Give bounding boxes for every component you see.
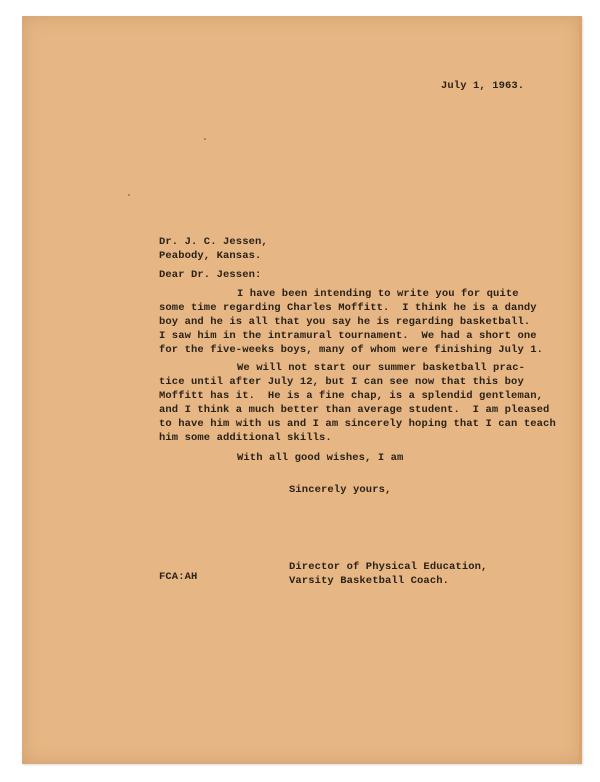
paper-speck <box>204 138 206 140</box>
paragraph-line: some time regarding Charles Moffitt. I think he is a dandy <box>159 302 537 314</box>
letter-date: July 1, 1963. <box>441 80 525 92</box>
paragraph-line: him some additional skills. <box>159 432 332 444</box>
paragraph-line: and I think a much better than average student. I am pleased <box>159 404 550 416</box>
recipient-location: Peabody, Kansas. <box>159 250 262 262</box>
typist-initials: FCA:AH <box>159 571 198 583</box>
paragraph-line: boy and he is all that you say he is regarding basketball. <box>159 316 531 328</box>
paragraph-line: We will not start our summer basketball prac- <box>237 362 526 374</box>
paragraph-line: I have been intending to write you for quite <box>237 288 519 300</box>
paragraph-line: With all good wishes, I am <box>237 452 404 464</box>
signature-title: Varsity Basketball Coach. <box>289 575 450 587</box>
closing: Sincerely yours, <box>289 484 392 496</box>
paragraph-line: to have him with us and I am sincerely hoping that I can teach <box>159 418 556 430</box>
paper-speck <box>128 194 130 196</box>
paragraph-line: Moffitt has it. He is a fine chap, is a splendid gentleman, <box>159 390 544 402</box>
paragraph-line: tice until after July 12, but I can see now that this boy <box>159 376 524 388</box>
paragraph-line: for the five-weeks boys, many of whom were finishing July 1. <box>159 344 544 356</box>
paragraph-line: I saw him in the intramural tournament. We had a short one <box>159 330 537 342</box>
salutation: Dear Dr. Jessen: <box>159 269 262 281</box>
signature-title: Director of Physical Education, <box>289 561 488 573</box>
recipient-name: Dr. J. C. Jessen, <box>159 236 268 248</box>
